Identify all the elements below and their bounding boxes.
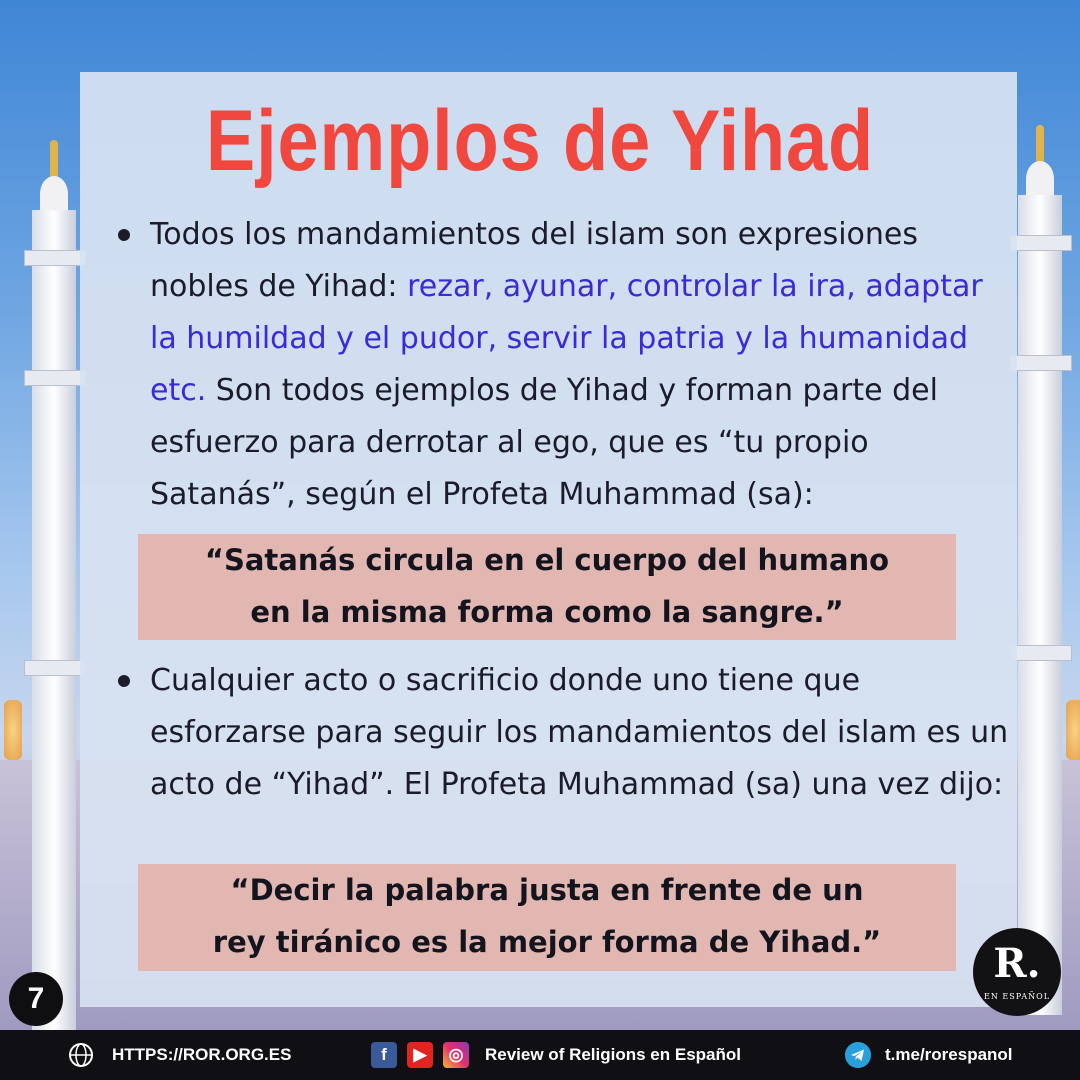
- bullet-2: [118, 675, 130, 687]
- telegram-link[interactable]: t.me/rorespanol: [885, 1045, 1013, 1064]
- facebook-icon[interactable]: f: [371, 1042, 397, 1068]
- quote-box-1: [138, 534, 956, 640]
- social-label: Review of Religions en Español: [485, 1045, 741, 1064]
- page-title: Ejemplos de Yihad: [205, 93, 875, 189]
- quote-2-line-1: “Decir la palabra justa en frente de un: [230, 873, 864, 907]
- lamp-right: [1066, 700, 1080, 760]
- paragraph-2: Cualquier acto o sacrificio donde uno tiene que esforzarse para seguir los mandamientos del islam es un acto de “Yihad”. El Profeta Muhammad (sa) una vez dijo:: [150, 663, 1009, 802]
- lamp-left: [4, 700, 22, 760]
- page-number-badge: 7: [9, 972, 63, 1026]
- paragraph-1-highlight: rezar, ayunar, controlar la ira, adaptar la humildad y el pudor, servir la patria y la humanidad etc.: [150, 269, 983, 408]
- bullet-1: [118, 229, 130, 241]
- ror-logo: [973, 928, 1061, 1016]
- footer-bar: [0, 1030, 1080, 1080]
- globe-www-icon: [64, 1042, 98, 1068]
- quote-1-line-1: “Satanás circula en el cuerpo del humano: [204, 543, 890, 577]
- paragraph-1-text-after: Son todos ejemplos de Yihad y forman parte del esfuerzo para derrotar al ego, que es “tu propio Satanás”, según el Profeta Muhammad (sa):: [150, 373, 938, 512]
- quote-box-2: [138, 864, 956, 971]
- paragraph-1-text-before: Todos los mandamientos del islam son expresiones nobles de Yihad:: [150, 217, 918, 304]
- paragraph-1: [150, 209, 1010, 521]
- left-minaret: [24, 140, 84, 1030]
- quote-2-line-2: rey tiránico es la mejor forma de Yihad.”: [212, 925, 882, 959]
- logo-subtitle: EN ESPAÑOL: [984, 992, 1050, 1001]
- instagram-icon[interactable]: ◎: [443, 1042, 469, 1068]
- website-link[interactable]: HTTPS://ROR.ORG.ES: [112, 1045, 292, 1064]
- telegram-icon[interactable]: [845, 1042, 871, 1068]
- youtube-icon[interactable]: ▶: [407, 1042, 433, 1068]
- right-minaret: [1010, 125, 1070, 1015]
- quote-1-line-2: en la misma forma como la sangre.”: [250, 595, 844, 629]
- logo-letter: R.: [993, 940, 1041, 987]
